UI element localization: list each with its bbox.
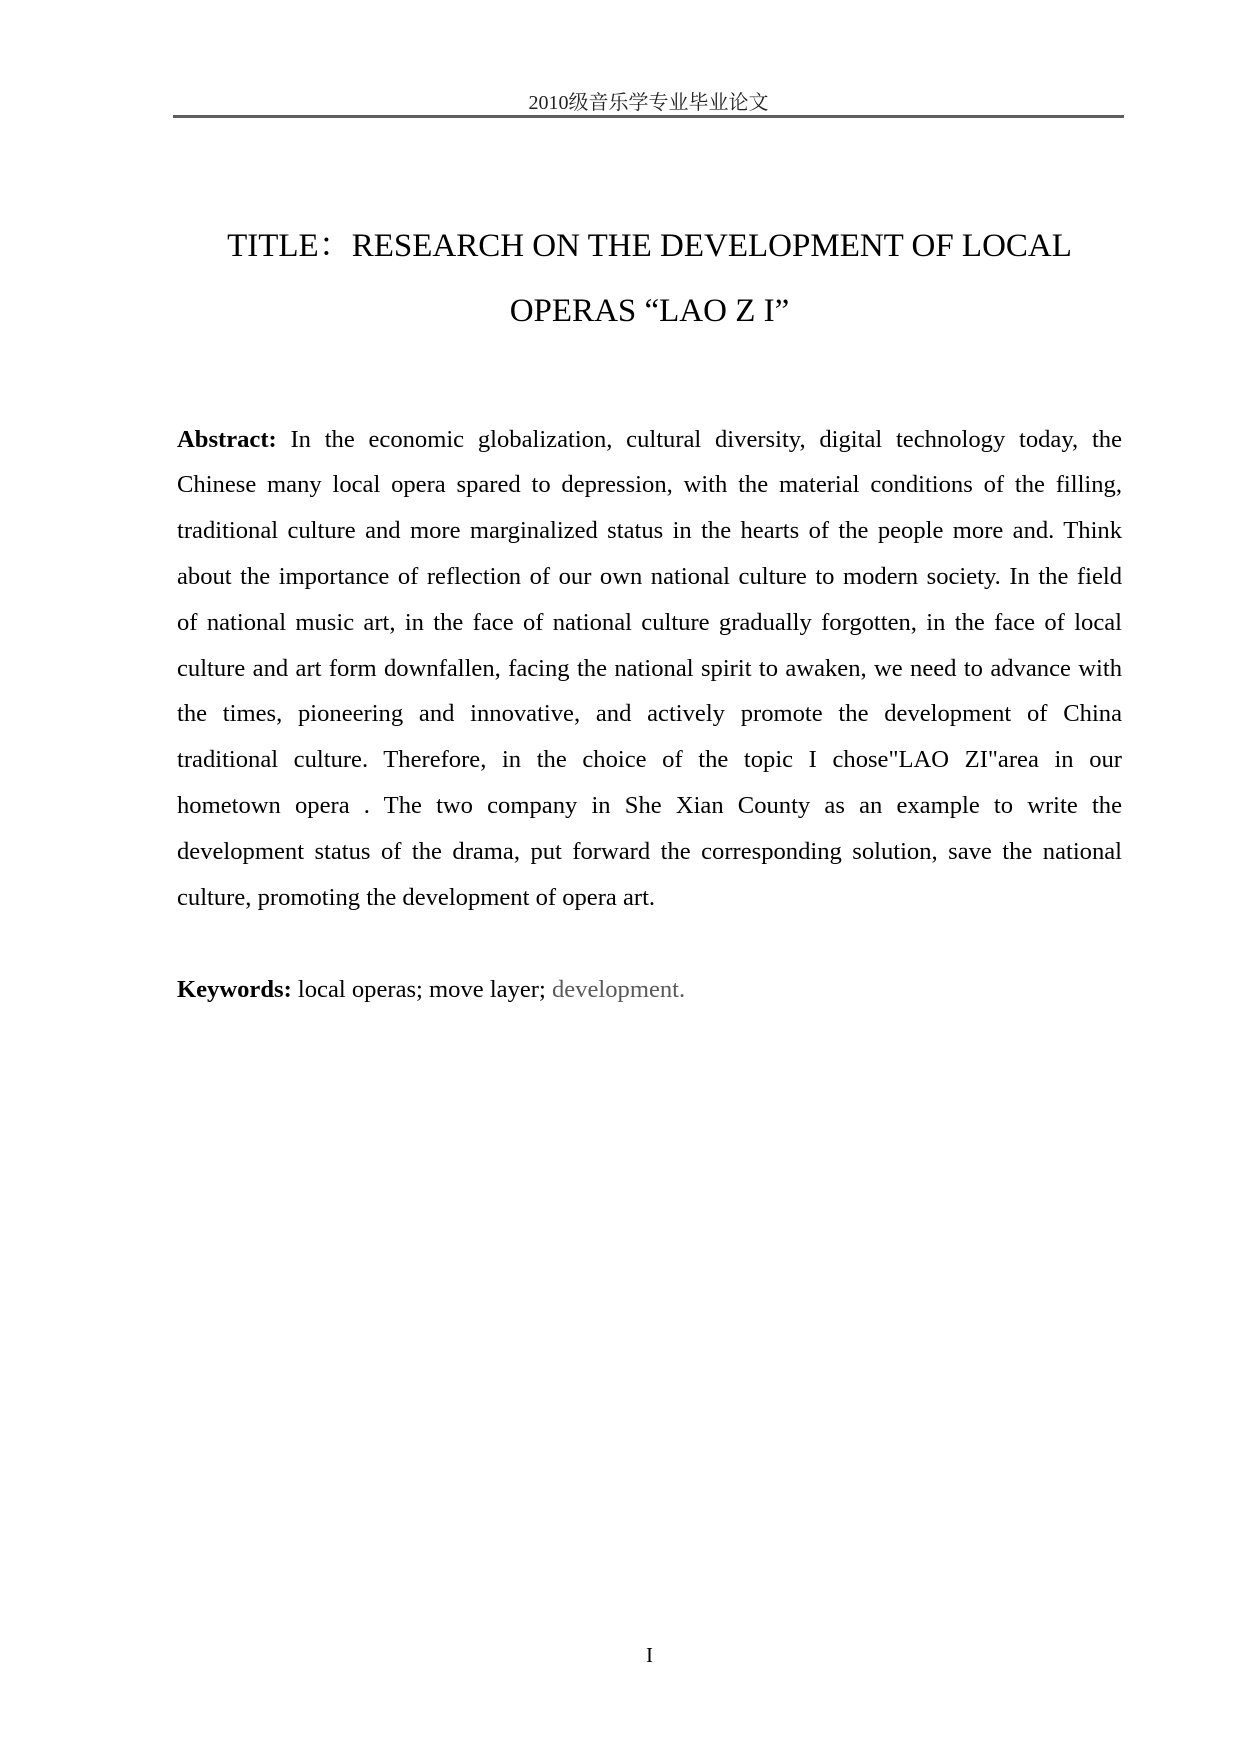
running-header: 2010级音乐学专业毕业论文	[528, 92, 769, 114]
abstract-line: development status of the drama, put forward the corresponding solution, save the national	[177, 837, 1122, 865]
page-title	[177, 214, 1122, 344]
keywords-label: Keywords:	[177, 975, 292, 1003]
abstract-line-text: In the economic globalization, cultural diversity, digital technology today, the	[290, 425, 1122, 453]
abstract-line: traditional culture and more marginalized status in the hearts of the people more and. Think	[177, 517, 1122, 545]
title-line: TITLE：RESEARCH ON THE DEVELOPMENT OF LOCAL	[227, 228, 1072, 264]
keywords-last: development.	[551, 975, 686, 1003]
keywords-text: local operas; move layer;	[297, 975, 546, 1003]
keywords-line	[177, 967, 1122, 1013]
abstract-line: traditional culture. Therefore, in the choice of the topic I chose"LAO ZI"area in our	[177, 746, 1122, 774]
abstract-line: culture, promoting the development of opera art.	[177, 883, 656, 911]
abstract-line	[177, 417, 1122, 463]
title-line: OPERAS “LAO Z I”	[509, 293, 790, 329]
abstract-line: of national music art, in the face of national culture gradually forgotten, in the face of local	[177, 608, 1122, 636]
abstract-line: Chinese many local opera spared to depression, with the material conditions of the filling,	[177, 471, 1122, 499]
abstract-line: culture and art form downfallen, facing the national spirit to awaken, we need to advance with	[177, 654, 1122, 682]
header-rule	[173, 115, 1124, 118]
abstract-line: hometown opera . The two company in She Xian County as an example to write the	[177, 792, 1122, 820]
page-number: I	[646, 1643, 653, 1667]
abstract-line: about the importance of reflection of our own national culture to modern society. In the field	[177, 562, 1122, 590]
abstract-paragraph	[177, 417, 1122, 921]
abstract-line: the times, pioneering and innovative, and actively promote the development of China	[177, 700, 1122, 728]
abstract-label: Abstract:	[177, 425, 277, 453]
